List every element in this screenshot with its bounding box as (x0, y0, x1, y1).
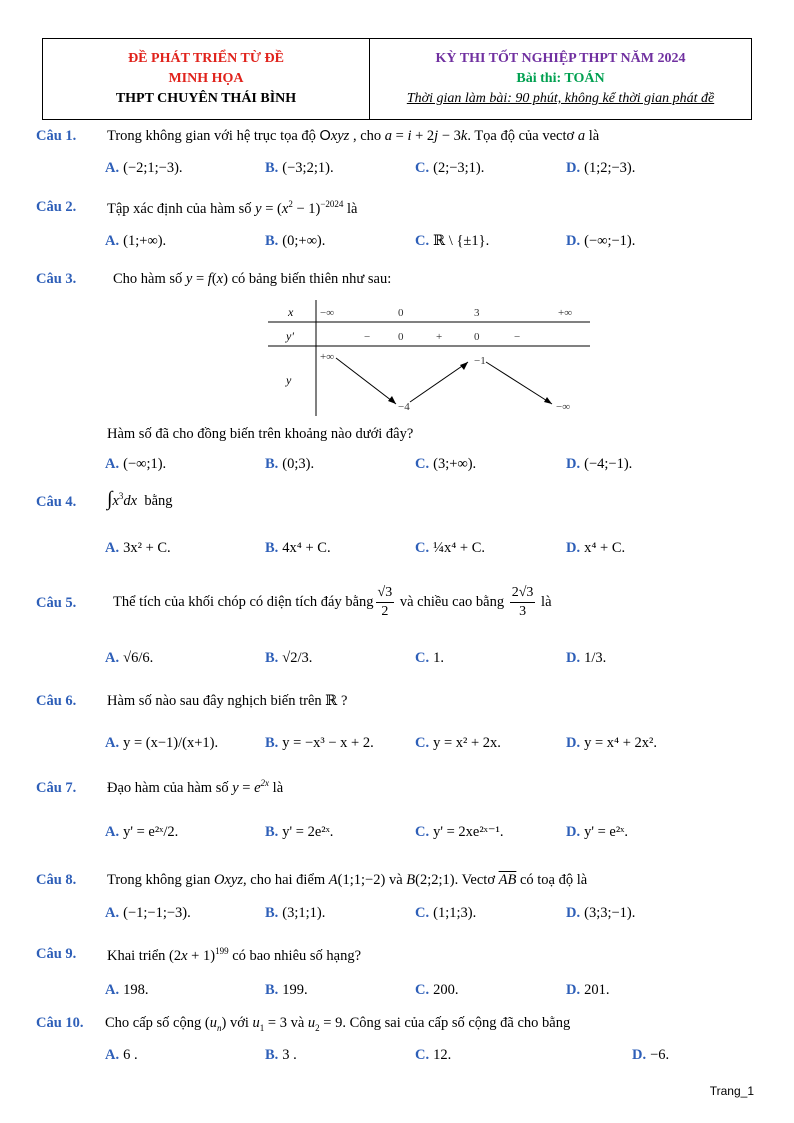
option-text: y = x⁴ + 2x². (584, 735, 657, 751)
option-letter: B. (265, 233, 279, 249)
option-a[interactable] (105, 735, 218, 752)
option-text: x⁴ + C. (584, 540, 626, 556)
q-text: , cho hai điểm (243, 872, 329, 888)
q-text: . Vectơ (454, 872, 499, 888)
q-text: Cho hàm số (113, 271, 186, 287)
option-text: 1/3. (584, 650, 607, 666)
x-label: x (288, 305, 294, 319)
option-d[interactable] (566, 982, 609, 999)
arrow-down (486, 362, 552, 404)
option-c[interactable] (415, 982, 458, 999)
option-d[interactable] (632, 1047, 669, 1064)
question-7-text: Đạo hàm của hàm số $y = e^{2x}$ là (107, 778, 284, 796)
option-letter: D. (566, 824, 581, 840)
exam-title: KỲ THI TỐT NGHIỆP THPT NĂM 2024 (435, 51, 686, 66)
option-text: (−∞;1). (123, 456, 167, 472)
header-left-line2: MINH HỌA (168, 71, 244, 86)
question-3-text: Cho hàm số y = f(x) có bảng biến thiên như sau: (113, 271, 392, 287)
option-letter: C. (415, 905, 430, 921)
q-text: , cho (349, 128, 385, 144)
option-text: ℝ \ {±1}. (433, 233, 490, 249)
y-value: +∞ (320, 351, 335, 363)
yp-zero: 0 (398, 331, 404, 343)
option-text: (2;−3;1). (433, 160, 485, 176)
option-letter: D. (566, 540, 581, 556)
option-letter: B. (265, 540, 279, 556)
q-text: và chiều cao bằng (399, 593, 505, 610)
q-text: Trong không gian với hệ trục tọa độ (107, 128, 320, 144)
option-text: 200. (433, 982, 459, 998)
option-letter: C. (415, 160, 430, 176)
option-text: (−3;2;1). (282, 160, 334, 176)
option-text: y' = e²ˣ/2. (123, 824, 179, 840)
option-text: √2/3. (282, 650, 313, 666)
option-text: ¼x⁴ + C. (433, 540, 486, 556)
option-letter: B. (265, 456, 279, 472)
option-text: (3;3;−1). (584, 905, 636, 921)
option-letter: D. (566, 735, 581, 751)
question-8-text: Trong không gian Oxyz, cho hai điểm A(1;1;−2) và B(2;2;1). Vectơ $\overline{AB}$ có toạ độ là (107, 872, 588, 888)
q-text: Khai triển (107, 947, 170, 964)
exam-header (42, 38, 752, 120)
arrow-head (388, 396, 396, 404)
option-text: 199. (282, 982, 308, 998)
q-text: và (286, 1015, 308, 1031)
option-letter: B. (265, 905, 279, 921)
question-10-text: Cho cấp số cộng $(u_n)$ với $u_1 = 3$ và $u_2 = 9$. Công sai của cấp số cộng đã cho bằng (105, 1015, 571, 1033)
option-text: (−1;−1;−3). (123, 905, 191, 921)
question-number: Câu 5. (36, 595, 77, 611)
time-line: Thời gian làm bài: 90 phút, không kể thời gian phát đề (406, 91, 715, 106)
option-letter: D. (566, 905, 581, 921)
q-text: bằng (144, 493, 173, 509)
option-letter: D. (566, 456, 581, 472)
option-letter: A. (105, 160, 120, 176)
option-letter: B. (265, 650, 279, 666)
option-letter: B. (265, 160, 279, 176)
arrow-head (544, 397, 552, 404)
option-a[interactable] (105, 233, 166, 250)
header-left-line3: THPT CHUYÊN THÁI BÌNH (115, 91, 297, 106)
option-text: 3 . (282, 1047, 297, 1063)
option-text: 4x⁴ + C. (282, 540, 331, 556)
question-4-text: $\int x^3dx$ bằng (107, 488, 173, 510)
option-letter: A. (105, 456, 120, 472)
option-d[interactable] (566, 735, 657, 752)
q-text: có bảng biến thiên như sau: (227, 271, 392, 287)
option-text: (1;+∞). (123, 233, 167, 249)
subject-label: Bài thi: (516, 71, 565, 86)
option-text: 3x² + C. (123, 540, 171, 556)
option-letter: A. (105, 1047, 120, 1063)
question-number: Câu 8. (36, 872, 77, 888)
option-b[interactable] (265, 735, 374, 752)
q-text: . Tọa độ của vectơ (467, 128, 578, 144)
header-left (43, 39, 370, 119)
x-value: 3 (474, 307, 480, 319)
option-a[interactable] (105, 1047, 138, 1064)
x-value: 0 (398, 307, 404, 319)
option-a[interactable] (105, 160, 183, 177)
q-text: Hàm số nào sau đây nghịch biến trên (107, 693, 322, 709)
q-text: là (269, 779, 284, 796)
option-letter: A. (105, 650, 120, 666)
option-text: (−∞;−1). (584, 233, 636, 249)
option-letter: D. (566, 982, 581, 998)
option-text: y' = 2xe²ˣ⁻¹. (433, 824, 504, 840)
variation-table (268, 300, 590, 416)
option-b[interactable] (265, 233, 325, 250)
option-letter: A. (105, 735, 120, 751)
question-number: Câu 9. (36, 946, 77, 962)
q-text: là (343, 200, 358, 217)
q-text: có toạ độ là (516, 872, 588, 888)
option-letter: C. (415, 982, 430, 998)
q-text: Trong không gian (107, 872, 215, 888)
option-text: 6 . (123, 1047, 138, 1063)
option-d[interactable] (566, 456, 632, 473)
question-number: Câu 4. (36, 494, 77, 510)
option-text: (−4;−1). (584, 456, 633, 472)
option-d[interactable] (566, 650, 606, 667)
option-b[interactable] (265, 650, 312, 667)
option-letter: B. (265, 735, 279, 751)
question-5-text: Thể tích của khối chóp có diện tích đáy bằng $\frac{√3}{2}$ và chiều cao bằng $\frac{2√3}{3}$ là (113, 585, 552, 619)
question-number: Câu 2. (36, 199, 77, 215)
option-text: √6/6. (123, 650, 154, 666)
option-c[interactable] (415, 650, 444, 667)
q-text: là (541, 593, 552, 610)
option-text: (0;+∞). (282, 233, 326, 249)
q-text: là (585, 128, 600, 144)
q-text: với (226, 1015, 253, 1031)
question-3-subtext: Hàm số đã cho đồng biến trên khoảng nào dưới đây? (107, 426, 414, 442)
option-text: y' = e²ˣ. (584, 824, 628, 840)
q-text: có bao nhiêu số hạng? (228, 947, 362, 964)
question-number: Câu 3. (36, 271, 77, 287)
option-text: y = x² + 2x. (433, 735, 501, 751)
y-value: −4 (398, 401, 410, 413)
option-text: −6. (650, 1047, 670, 1063)
y-value: −1 (474, 355, 486, 367)
question-number: Câu 1. (36, 128, 77, 144)
q-text: Đạo hàm của hàm số (107, 779, 233, 796)
q-text: Thể tích của khối chóp có diện tích đáy bằng (113, 593, 374, 610)
option-letter: B. (265, 982, 279, 998)
option-text: (−2;1;−3). (123, 160, 183, 176)
option-letter: D. (566, 233, 581, 249)
option-c[interactable] (415, 540, 485, 557)
yp-sign: + (436, 331, 443, 343)
option-letter: D. (632, 1047, 647, 1063)
option-text: (1;1;3). (433, 905, 477, 921)
q-text: Cho cấp số cộng (105, 1015, 205, 1031)
option-c[interactable] (415, 233, 489, 250)
x-value: −∞ (320, 307, 335, 319)
option-b[interactable] (265, 905, 325, 922)
x-value: +∞ (558, 307, 573, 319)
question-9-text: Khai triển $(2x + 1)^{199}$ có bao nhiêu số hạng? (107, 946, 362, 964)
q-text: ? (337, 693, 348, 709)
option-c[interactable] (415, 456, 476, 473)
option-letter: C. (415, 540, 430, 556)
option-text: y = (x−1)/(x+1). (123, 735, 219, 751)
option-b[interactable] (265, 824, 333, 841)
option-text: y' = 2e²ˣ. (282, 824, 334, 840)
option-letter: A. (105, 540, 120, 556)
option-d[interactable] (566, 540, 625, 557)
option-text: (1;2;−3). (584, 160, 636, 176)
option-b[interactable] (265, 540, 331, 557)
arrow-head (460, 362, 468, 370)
arrow-down (336, 358, 396, 404)
header-right (370, 39, 751, 119)
question-number: Câu 6. (36, 693, 77, 709)
option-a[interactable] (105, 824, 178, 841)
yp-label: y' (286, 329, 294, 343)
option-letter: B. (265, 1047, 279, 1063)
q-text: và (385, 872, 407, 888)
option-letter: C. (415, 735, 430, 751)
subject-value: TOÁN (564, 71, 605, 86)
question-1-text: Trong không gian với hệ trục tọa độ Oxyz , cho a = i + 2j − 3k. Tọa độ của vectơ a là (107, 128, 600, 144)
option-text: (3;+∞). (433, 456, 477, 472)
option-b[interactable] (265, 1047, 297, 1064)
option-a[interactable] (105, 456, 166, 473)
option-letter: D. (566, 160, 581, 176)
option-text: 201. (584, 982, 610, 998)
header-left-line1: ĐỀ PHÁT TRIỂN TỪ ĐỀ (128, 51, 284, 66)
question-number: Câu 10. (36, 1015, 84, 1031)
question-2-text: Tập xác định của hàm số $y = (x^2 - 1)^{-2024}$ là (107, 199, 358, 217)
option-text: y = −x³ − x + 2. (282, 735, 374, 751)
option-c[interactable] (415, 905, 476, 922)
q-text: . Công sai của cấp số cộng đã cho bằng (342, 1015, 571, 1031)
option-text: 1. (433, 650, 444, 666)
y-value: −∞ (556, 401, 571, 413)
option-c[interactable] (415, 735, 501, 752)
option-letter: B. (265, 824, 279, 840)
yp-sign: − (514, 331, 521, 343)
option-letter: A. (105, 824, 120, 840)
option-letter: D. (566, 650, 581, 666)
option-a[interactable] (105, 905, 191, 922)
question-number: Câu 7. (36, 780, 77, 796)
yp-zero: 0 (474, 331, 480, 343)
option-letter: C. (415, 1047, 430, 1063)
subject-line (516, 71, 604, 87)
option-d[interactable] (566, 824, 628, 841)
option-d[interactable] (566, 233, 635, 250)
option-letter: A. (105, 982, 120, 998)
option-letter: A. (105, 233, 120, 249)
page-number: Trang_1 (709, 1084, 754, 1098)
arrow-up (410, 362, 468, 402)
option-b[interactable] (265, 160, 334, 177)
option-text: (3;1;1). (282, 905, 326, 921)
option-b[interactable] (265, 982, 308, 999)
option-d[interactable] (566, 905, 635, 922)
option-d[interactable] (566, 160, 635, 177)
question-6-text: Hàm số nào sau đây nghịch biến trên ℝ ? (107, 693, 348, 709)
option-a[interactable] (105, 982, 148, 999)
option-text: 12. (433, 1047, 452, 1063)
option-c[interactable] (415, 160, 484, 177)
option-letter: C. (415, 824, 430, 840)
option-c[interactable] (415, 1047, 451, 1064)
yp-sign: − (364, 331, 371, 343)
option-letter: C. (415, 650, 430, 666)
option-letter: C. (415, 233, 430, 249)
option-a[interactable] (105, 650, 153, 667)
option-c[interactable] (415, 824, 504, 841)
q-text: Tập xác định của hàm số (107, 200, 256, 217)
option-letter: A. (105, 905, 120, 921)
y-label: y (286, 373, 292, 387)
option-letter: C. (415, 456, 430, 472)
option-a[interactable] (105, 540, 171, 557)
option-text: 198. (123, 982, 149, 998)
option-text: (0;3). (282, 456, 315, 472)
option-b[interactable] (265, 456, 314, 473)
